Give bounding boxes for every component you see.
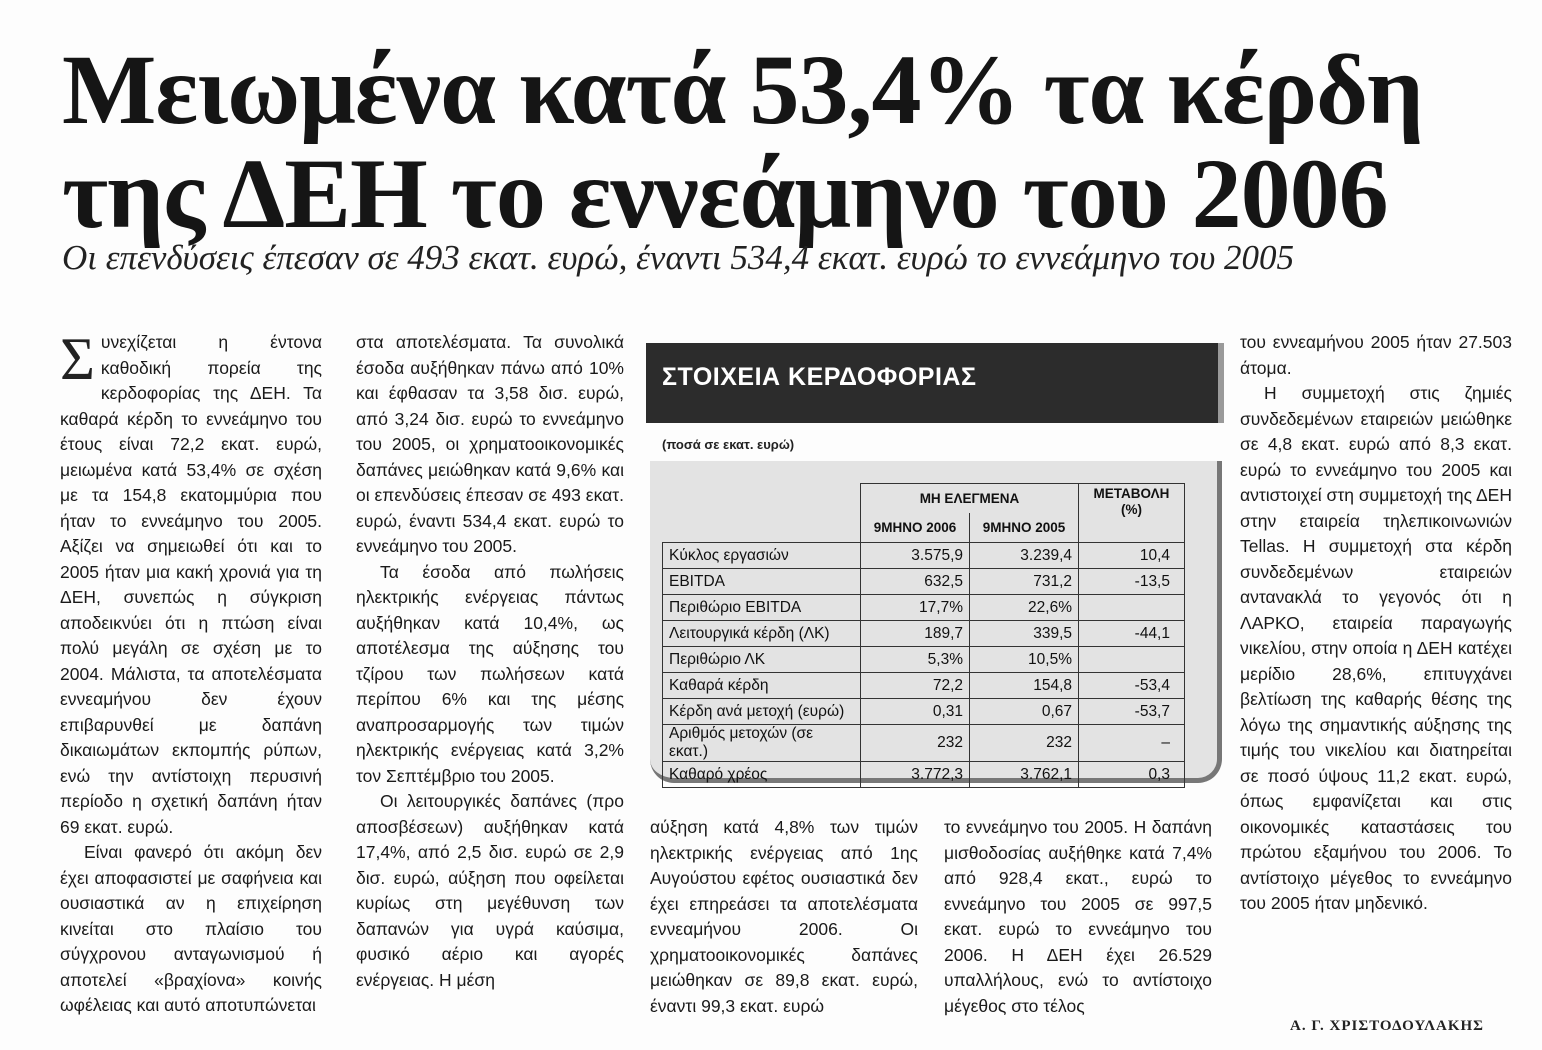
stats-row — [663, 569, 1185, 595]
paragraph: Είναι φανερό ότι ακόμη δεν έχει αποφασιστεί με σαφήνεια και ουσιαστικά αν η επιχείρηση κινείται στο πλαίσιο του σύγχρονου ανταγωνισμού ή αποτελεί «βραχίονα» κοινής ωφέλειας και αυτό αποτυπώνεται — [60, 842, 322, 1015]
stats-row-label: Περιθώριο EBITDA — [663, 595, 861, 621]
stats-value-change: -44,1 — [1079, 621, 1185, 647]
stats-change-label: ΜΕΤΑΒΟΛΗ — [1093, 486, 1170, 501]
stats-group-header: ΜΗ ΕΛΕΓΜΕΝΑ — [861, 484, 1079, 514]
stats-header-empty — [663, 484, 861, 543]
paragraph: αύξηση κατά 4,8% των τιμών ηλεκτρικής ενέργειας από 1ης Αυγούστου εφέτος ουσιαστικά δεν έχει επηρεάσει τα αποτελέσματα εννεαμήνου 2006. Οι χρηματοοικονομικές δαπάνες μειώθηκαν σε 89,8 εκατ. ευρώ, έναντι 99,3 εκατ. ευρώ — [650, 817, 918, 1016]
stats-value-change: -53,7 — [1079, 699, 1185, 725]
stats-row-label: Αριθμός μετοχών (σε εκατ.) — [663, 725, 861, 762]
stats-col-2006: 9ΜΗΝΟ 2006 — [861, 513, 970, 543]
stats-value-2006: 189,7 — [861, 621, 970, 647]
paragraph: Οι λειτουργικές δαπάνες (προ αποσβέσεων) αυξήθηκαν κατά 17,4%, από 2,5 δισ. ευρώ σε 2,9 δισ. ευρώ, αύξηση που οφείλεται κυρίως στη μεγέθυνση των δαπανών για υγρά καύσιμα, φυσικό αέριο και αγορές ενέργειας. Η μέση — [356, 791, 624, 990]
article-column-5 — [1240, 330, 1512, 917]
stats-change-unit: (%) — [1121, 502, 1142, 517]
subtitle: Οι επενδύσεις έπεσαν σε 493 εκατ. ευρώ, έναντι 534,4 εκατ. ευρώ το εννεάμηνο του 2005 — [62, 238, 1295, 277]
stats-row — [663, 543, 1185, 569]
stats-row — [663, 699, 1185, 725]
stats-value-2006: 632,5 — [861, 569, 970, 595]
author-byline: Α. Γ. ΧΡΙΣΤΟΔΟΥΛΑΚΗΣ — [1290, 1018, 1484, 1034]
stats-value-2006: 72,2 — [861, 673, 970, 699]
stats-value-change: -13,5 — [1079, 569, 1185, 595]
stats-col-2005: 9ΜΗΝΟ 2005 — [970, 513, 1079, 543]
stats-value-2005: 0,67 — [970, 699, 1079, 725]
stats-row-label: Περιθώριο ΛΚ — [663, 647, 861, 673]
stats-row — [663, 621, 1185, 647]
stats-value-change — [1079, 647, 1185, 673]
stats-value-2005: 232 — [970, 725, 1079, 762]
stats-row — [663, 725, 1185, 762]
stats-row — [663, 762, 1185, 788]
article-column-2 — [356, 330, 624, 993]
stats-value-2005: 10,5% — [970, 647, 1079, 673]
headline-line-2: της ΔΕΗ το εννεάμηνο του 2006 — [62, 138, 1388, 249]
stats-note: (ποσά σε εκατ. ευρώ) — [662, 437, 795, 452]
stats-value-2006: 3.575,9 — [861, 543, 970, 569]
stats-row-label: Κύκλος εργασιών — [663, 543, 861, 569]
stats-value-2006: 3.772,3 — [861, 762, 970, 788]
paragraph: του εννεαμήνου 2005 ήταν 27.503 άτομα. — [1240, 332, 1512, 378]
stats-value-2005: 154,8 — [970, 673, 1079, 699]
stats-row-label: EBITDA — [663, 569, 861, 595]
stats-value-2005: 3.239,4 — [970, 543, 1079, 569]
stats-row-label: Κέρδη ανά μετοχή (ευρώ) — [663, 699, 861, 725]
headline-line-1: Μειωμένα κατά 53,4% τα κέρδη — [62, 34, 1423, 145]
drop-cap: Σ — [60, 326, 95, 392]
stats-value-change: 10,4 — [1079, 543, 1185, 569]
stats-change-header — [1079, 484, 1185, 543]
stats-value-2005: 731,2 — [970, 569, 1079, 595]
stats-value-change: – — [1079, 725, 1185, 762]
paragraph: Τα έσοδα από πωλήσεις ηλεκτρικής ενέργειας πάντως αυξήθηκαν κατά 10,4%, ως αποτέλεσμα της αύξησης του τζίρου των πωλήσεων κατά περίπου 6% και της μέσης αναπροσαρμογής των τιμών ηλεκτρικής ενέργειας κατά 3,2% τον Σεπτέμβριο του 2005. — [356, 561, 624, 786]
stats-row — [663, 595, 1185, 621]
stats-value-2005: 3.762,1 — [970, 762, 1079, 788]
stats-value-2006: 5,3% — [861, 647, 970, 673]
stats-value-change: -53,4 — [1079, 673, 1185, 699]
stats-value-2005: 339,5 — [970, 621, 1079, 647]
stats-row-label: Λειτουργικά κέρδη (ΛΚ) — [663, 621, 861, 647]
stats-row — [663, 673, 1185, 699]
stats-panel — [650, 461, 1222, 783]
stats-value-2006: 17,7% — [861, 595, 970, 621]
paragraph-text: υνεχίζεται η έντονα καθοδική πορεία της κερδοφορίας της ΔΕΗ. Τα καθαρά κέρδη το εννεάμηνο του έτους είναι 72,2 εκατ. ευρώ, μειωμένα κατά 53,4% σε σχέση με τα 154,8 εκατομμύρια που ήταν το εννεάμηνο του 2005. Αξίζει να σημειωθεί ότι και το 2005 ήταν μια κακή χρονιά για τη ΔΕΗ, συνεπώς η σύγκριση αποδεικνύει ότι η πτώση είναι πολύ μεγάλη σε σχέση με το 2004. Μάλιστα, τα αποτελέσματα εννεαμήνου δεν έχουν επιβαρυνθεί με δαπάνη δικαιωμάτων εκπομπής ρύπων, ενώ την αντίστοιχη περυσινή περίοδο η σχετική δαπάνη ήταν 69 εκατ. ευρώ. — [60, 332, 322, 837]
stats-title: ΣΤΟΙΧΕΙΑ ΚΕΡΔΟΦΟΡΙΑΣ — [662, 363, 977, 391]
profitability-stats-box — [646, 333, 1224, 785]
stats-row — [663, 647, 1185, 673]
stats-value-2005: 22,6% — [970, 595, 1079, 621]
stats-value-2006: 0,31 — [861, 699, 970, 725]
paragraph: Η συμμετοχή στις ζημιές συνδεδεμένων εταιρειών μειώθηκε σε 4,8 εκατ. ευρώ από 8,3 εκατ. ευρώ το εννεάμηνο του 2005 και αντιστοιχεί στη συμμετοχή της ΔΕΗ στην εταιρεία τηλεπικοινωνιών Tellas. Η συμμετοχή στα κέρδη συνδεδεμένων εταιρειών αντανακλά το γεγονός ότι η ΛΑΡΚΟ, εταιρεία παραγωγής νικελίου, στην οποία η ΔΕΗ κατέχει μερίδιο 28,6%, επιτυγχάνει βελτίωση της καθαρής θέσης της λόγω της σημαντικής αύξησης της τιμής του νικελίου και διατηρείται σε ποσό ύψους 11,2 εκατ. ευρώ, όπως εμφανίζεται και στις οικονομικές καταστάσεις του πρώτου εξαμήνου του 2006. Το αντίστοιχο μέγεθος το εννεάμηνο του 2005 ήταν μηδενικό. — [1240, 383, 1512, 913]
paragraph — [60, 326, 322, 840]
article-column-1 — [60, 326, 322, 1019]
paragraph: το εννεάμηνο του 2005. Η δαπάνη μισθοδοσίας αυξήθηκε κατά 7,4% από 928,4 εκατ., ευρώ το εννεάμηνο του 2005 σε 997,5 εκατ. ευρώ το εννεάμηνο του 2006. Η ΔΕΗ έχει 26.529 υπαλλήλους, ενώ το αντίστοιχο μέγεθος στο τέλος — [944, 817, 1212, 1016]
article-column-3 — [650, 815, 918, 1019]
stats-value-change — [1079, 595, 1185, 621]
article-column-4 — [944, 815, 1212, 1019]
stats-table-body — [663, 543, 1185, 788]
stats-table — [662, 483, 1185, 788]
stats-row-label: Καθαρά κέρδη — [663, 673, 861, 699]
stats-value-change: 0,3 — [1079, 762, 1185, 788]
headline — [62, 34, 1522, 249]
paragraph: στα αποτελέσματα. Τα συνολικά έσοδα αυξήθηκαν πάνω από 10% και έφθασαν τα 3,58 δισ. ευρώ, από 3,24 δισ. ευρώ το εννεάμηνο του 2005, οι χρηματοοικονομικές δαπάνες μειώθηκαν κατά 9,6% και οι επενδύσεις έπεσαν σε 493 εκατ. ευρώ, έναντι 534,4 εκατ. ευρώ το εννεάμηνο του 2005. — [356, 332, 624, 556]
stats-header — [646, 343, 1224, 423]
stats-row-label: Καθαρό χρέος — [663, 762, 861, 788]
stats-value-2006: 232 — [861, 725, 970, 762]
